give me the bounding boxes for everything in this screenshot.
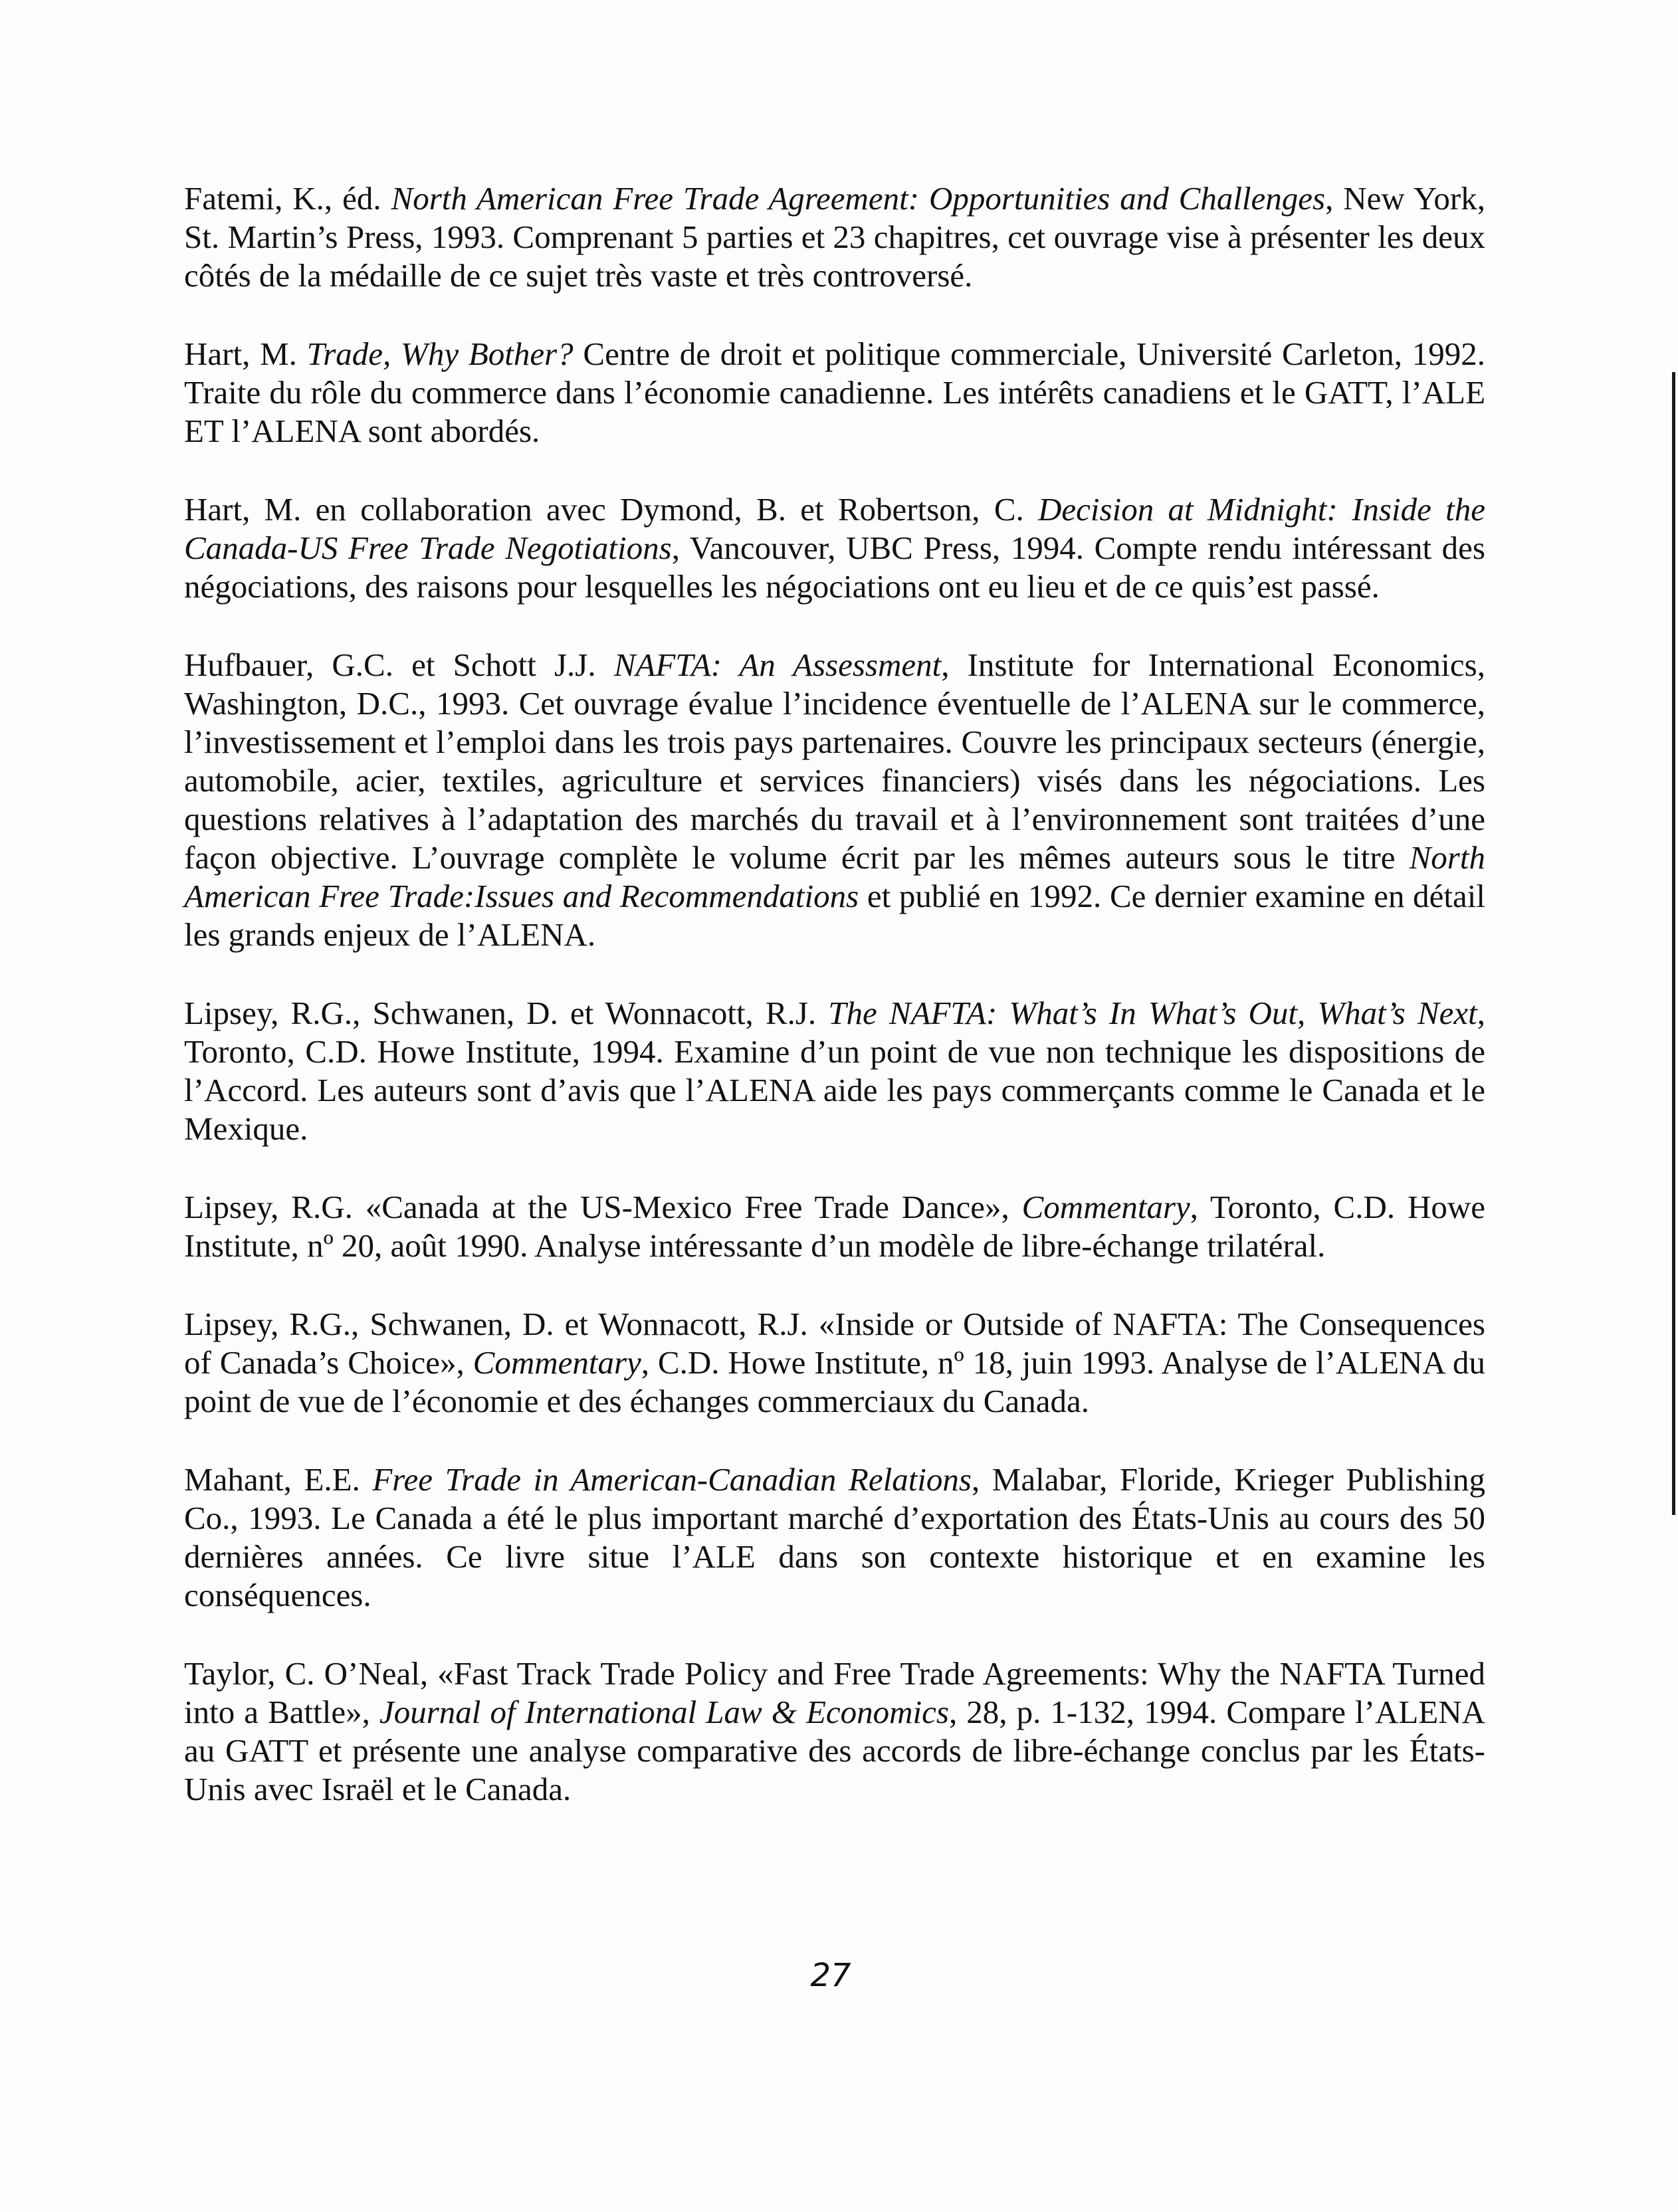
entry-title: Commentary bbox=[472, 1344, 641, 1381]
entry-title: Commentary bbox=[1021, 1189, 1190, 1225]
entry-text: , Vancouver, UBC Press, 1994. Compte rendu intéressant des négociations, des raisons pour lesquelles les négociations ont eu lieu et de ce quis’est passé. bbox=[184, 530, 1485, 605]
entry-text: Lipsey, R.G., Schwanen, D. et Wonnacott, R.J. «Inside or Outside of NAFTA: The Consequences of Canada’s Choice», bbox=[184, 1306, 1485, 1381]
entry-title: Free Trade in American-Canadian Relations bbox=[372, 1461, 972, 1498]
bibliography-entry bbox=[184, 335, 1485, 451]
bibliography-entry bbox=[184, 1305, 1485, 1421]
bibliography-entry bbox=[184, 1655, 1485, 1809]
entry-text: Taylor, C. O’Neal, «Fast Track Trade Policy and Free Trade Agreements: Why the NAFTA Turned into a Battle», bbox=[184, 1655, 1485, 1730]
entry-text: Hart, M. bbox=[184, 336, 307, 372]
entry-title: The NAFTA: What’s In What’s Out, What’s Next bbox=[828, 995, 1477, 1031]
entry-text: et publié en 1992. Ce dernier examine en détail les grands enjeux de l’ALENA. bbox=[184, 878, 1485, 953]
bibliography-entry bbox=[184, 1460, 1485, 1615]
entry-title: Trade, Why Bother? bbox=[306, 336, 574, 372]
entry-title: NAFTA: An Assessment bbox=[613, 647, 942, 683]
bibliography-entry bbox=[184, 179, 1485, 295]
entry-text: Lipsey, R.G., Schwanen, D. et Wonnacott, R.J. bbox=[184, 995, 829, 1031]
bibliography-list bbox=[184, 179, 1485, 1849]
entry-text: Fatemi, K., éd. bbox=[184, 180, 391, 217]
entry-text: , Malabar, Floride, Krieger Publishing Co., 1993. Le Canada a été le plus important marché d’exportation des États-Unis au cours des 50 dernières années. Ce livre situe l’ALE dans son contexte historique et en examine les conséquences. bbox=[184, 1461, 1486, 1613]
bibliography-entry bbox=[184, 490, 1485, 606]
entry-text: Hufbauer, G.C. et Schott J.J. bbox=[184, 647, 614, 683]
entry-text: Hart, M. en collaboration avec Dymond, B. et Robertson, C. bbox=[184, 491, 1039, 528]
page-number: 27 bbox=[810, 1957, 851, 1994]
entry-text: , New York, St. Martin’s Press, 1993. Comprenant 5 parties et 23 chapitres, cet ouvrage vise à présenter les deux côtés de la médaille de ce sujet très vaste et très controversé. bbox=[184, 180, 1485, 294]
bibliography-entry bbox=[184, 1188, 1485, 1265]
bibliography-entry bbox=[184, 994, 1485, 1148]
entry-text: Mahant, E.E. bbox=[184, 1461, 373, 1498]
entry-text: , 28, p. 1-132, 1994. Compare l’ALENA au GATT et présente une analyse comparative des accords de libre-échange conclus par les États-Unis avec Israël et le Canada. bbox=[184, 1694, 1485, 1807]
entry-title: Journal of International Law & Economics bbox=[379, 1694, 949, 1730]
entry-text: , Toronto, C.D. Howe Institute, 1994. Examine d’un point de vue non technique les dispositions de l’Accord. Les auteurs sont d’avis que l’ALENA aide les pays commerçants comme le Canada et le Mexique. bbox=[184, 995, 1485, 1147]
entry-title: North American Free Trade Agreement: Opportunities and Challenges bbox=[391, 180, 1326, 217]
entry-title: North American Free Trade:Issues and Recommendations bbox=[184, 839, 1485, 914]
entry-text: Centre de droit et politique commerciale, Université Carleton, 1992. Traite du rôle du commerce dans l’économie canadienne. Les intérêts canadiens et le GATT, l’ALE ET l’ALENA sont abordés. bbox=[184, 336, 1485, 449]
scan-edge-line bbox=[1672, 372, 1675, 1515]
entry-text: , Institute for International Economics, Washington, D.C., 1993. Cet ouvrage évalue l’incidence éventuelle de l’ALENA sur le commerce, l’investissement et l’emploi dans les trois pays partenaires. Couvre les principaux secteurs (énergie, automobile, acier, textiles, agriculture et services financiers) visés dans les négociations. Les questions relatives à l’adaptation des marchés du travail et à l’environnement sont traitées d’une façon objective. L’ouvrage complète le volume écrit par les mêmes auteurs sous le titre bbox=[184, 647, 1485, 876]
entry-text: , Toronto, C.D. Howe Institute, nº 20, août 1990. Analyse intéressante d’un modèle de libre-échange trilatéral. bbox=[184, 1189, 1485, 1264]
entry-text: Lipsey, R.G. «Canada at the US-Mexico Free Trade Dance», bbox=[184, 1189, 1022, 1225]
bibliography-entry bbox=[184, 646, 1485, 954]
entry-title: Decision at Midnight: Inside the Canada-US Free Trade Negotiations bbox=[184, 491, 1485, 566]
entry-text: , C.D. Howe Institute, nº 18, juin 1993. Analyse de l’ALENA du point de vue de l’économie et des échanges commerciaux du Canada. bbox=[184, 1344, 1485, 1419]
